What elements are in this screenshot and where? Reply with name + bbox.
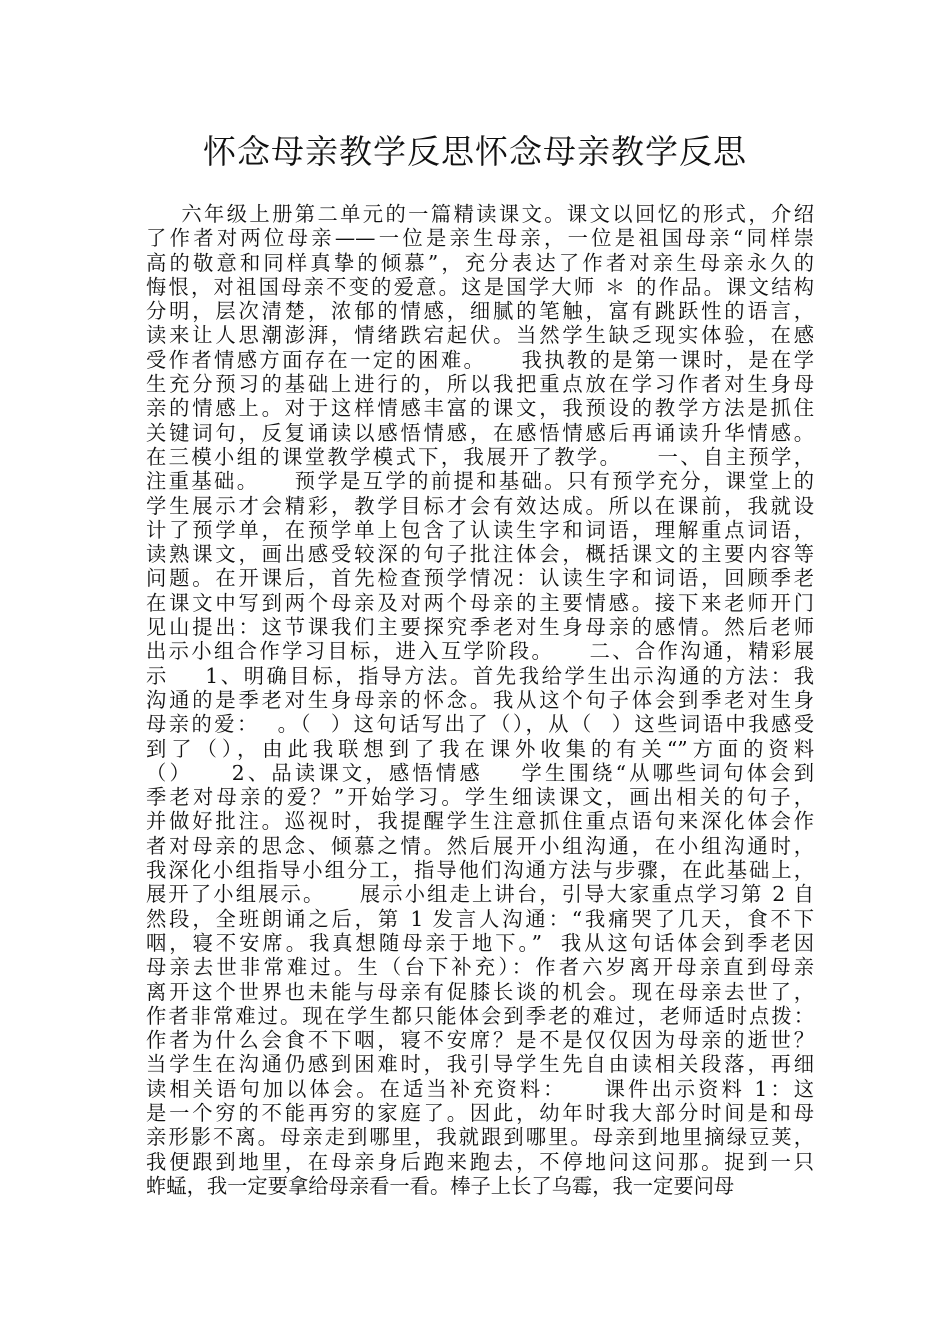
body-line: （） 2、品读课文，感悟情感 学生围绕“从哪些词句体会到 (146, 760, 814, 785)
body-line: 学生展示才会精彩，教学目标才会有效达成。所以在课前，我就设 (146, 493, 814, 518)
body-line: 六年级上册第二单元的一篇精读课文。课文以回忆的形式，介绍 (146, 202, 814, 226)
body-line: 悔恨，对祖国母亲不变的爱意。这是国学大师 ＊ 的作品。课文结构 (146, 274, 814, 299)
body-line: 到了（），由此我联想到了我在课外收集的有关“”方面的资料 (146, 736, 814, 761)
body-line: 作者非常难过。现在学生都只能体会到季老的难过，老师适时点拨： (146, 1003, 814, 1028)
body-line: 读熟课文，画出感受较深的句子批注体会，概括课文的主要内容等 (146, 542, 814, 567)
body-line: 计了预学单，在预学单上包含了认读生字和词语，理解重点词语， (146, 517, 814, 542)
body-line: 是一个穷的不能再穷的家庭了。因此，幼年时我大部分时间是和母 (146, 1100, 814, 1125)
body-line: 亲的情感上。对于这样情感丰富的课文，我预设的教学方法是抓住 (146, 396, 814, 421)
body-line: 注重基础。 预学是互学的前提和基础。只有预学充分，课堂上的 (146, 469, 814, 494)
body-line: 季老对母亲的爱？”开始学习。学生细读课文，画出相关的句子， (146, 785, 814, 810)
body-line: 分明，层次清楚，浓郁的情感，细腻的笔触，富有跳跃性的语言， (146, 299, 814, 324)
body-line: 我深化小组指导小组分工，指导他们沟通方法与步骤，在此基础上， (146, 858, 814, 883)
body-line: 高的敬意和同样真挚的倾慕”，充分表达了作者对亲生母亲永久的 (146, 250, 814, 275)
body-line: 母亲的爱： 。（ ）这句话写出了（），从（ ）这些词语中我感受 (146, 712, 814, 737)
body-line: 然段，全班朗诵之后，第 1 发言人沟通：“我痛哭了几天，食不下 (146, 906, 814, 931)
body-line: 读相关语句加以体会。在适当补充资料： 课件出示资料 1：这 (146, 1076, 814, 1101)
body-line: 当学生在沟通仍感到困难时，我引导学生先自由读相关段落，再细 (146, 1052, 814, 1077)
body-line: 读来让人思潮澎湃，情绪跌宕起伏。当然学生缺乏现实体验，在感 (146, 323, 814, 348)
body-line: 关键词句，反复诵读以感悟情感，在感悟情感后再诵读升华情感。 (146, 420, 814, 445)
body-line: 见山提出：这节课我们主要探究季老对生身母亲的感情。然后老师 (146, 615, 814, 640)
body-line: 者对母亲的思念、倾慕之情。然后展开小组沟通，在小组沟通时， (146, 833, 814, 858)
body-line: 问题。在开课后，首先检查预学情况：认读生字和词语，回顾季老 (146, 566, 814, 591)
body-line: 咽，寝不安席。我真想随母亲于地下。” 我从这句话体会到季老因 (146, 930, 814, 955)
document-title: 怀念母亲教学反思怀念母亲教学反思 (203, 132, 747, 171)
body-line: 受作者情感方面存在一定的困难。 我执教的是第一课时，是在学 (146, 347, 814, 372)
body-line: 生充分预习的基础上进行的，所以我把重点放在学习作者对生身母 (146, 372, 814, 397)
body-line: 了作者对两位母亲——一位是亲生母亲，一位是祖国母亲“同样崇 (146, 226, 814, 251)
body-line: 沟通的是季老对生身母亲的怀念。我从这个句子体会到季老对生身 (146, 687, 814, 712)
body-line: 作者为什么会食不下咽，寝不安席？是不是仅仅因为母亲的逝世？ (146, 1028, 814, 1053)
body-line: 出示小组合作学习目标，进入互学阶段。 二、合作沟通，精彩展 (146, 639, 814, 664)
body-line: 蚱蜢，我一定要拿给母亲看一看。棒子上长了乌霉，我一定要问母 (146, 1173, 735, 1198)
body-line: 在三模小组的课堂教学模式下，我展开了教学。 一、自主预学， (146, 444, 814, 469)
body-line: 并做好批注。巡视时，我提醒学生注意抓住重点语句来深化体会作 (146, 809, 814, 834)
body-line: 在课文中写到两个母亲及对两个母亲的主要情感。接下来老师开门 (146, 590, 814, 615)
body-line: 展开了小组展示。 展示小组走上讲台，引导大家重点学习第 2 自 (146, 882, 814, 907)
body-line: 离开这个世界也未能与母亲有促膝长谈的机会。现在母亲去世了， (146, 979, 814, 1004)
body-line: 我便跟到地里，在母亲身后跑来跑去，不停地问这问那。捉到一只 (146, 1149, 814, 1174)
document-body (146, 202, 814, 1198)
body-line: 母亲去世非常难过。生（台下补充）：作者六岁离开母亲直到母亲 (146, 955, 814, 980)
body-line: 亲形影不离。母亲走到哪里，我就跟到哪里。母亲到地里摘绿豆荚， (146, 1125, 814, 1150)
body-line: 示 1、明确目标，指导方法。首先我给学生出示沟通的方法：我 (146, 663, 814, 688)
